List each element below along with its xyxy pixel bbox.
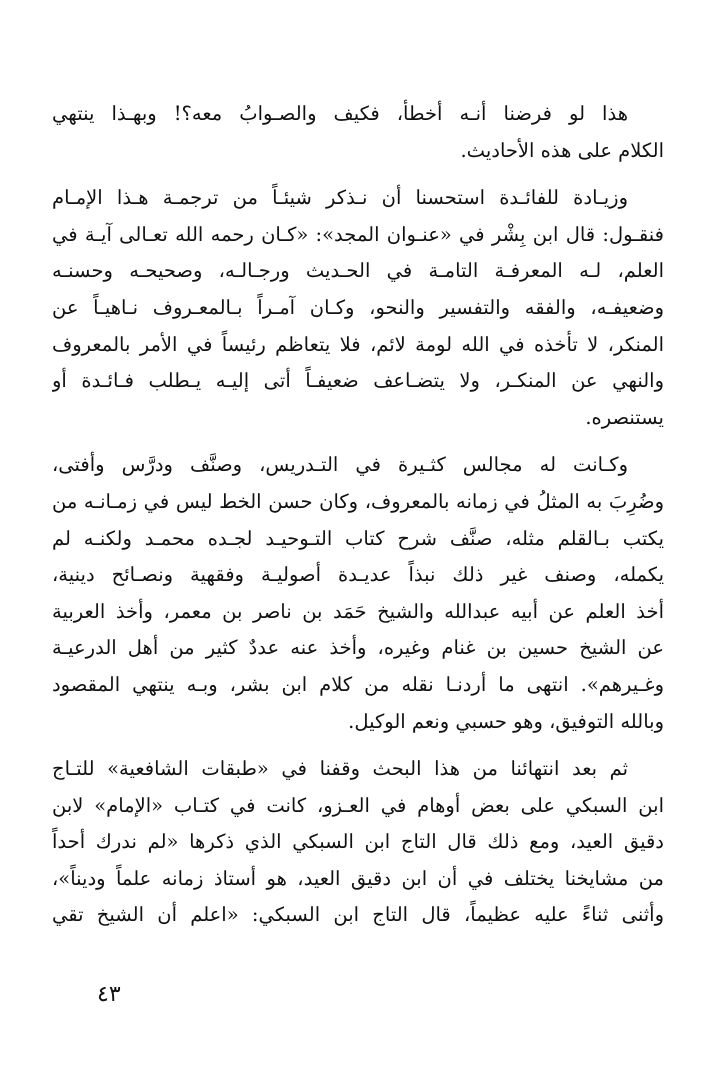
text-line: دقيق العيد، ومع ذلك قال التاج ابن السبكي الذي ذكرها «لم ندرك أحداً <box>52 830 664 854</box>
text-line: المنكر، لا تأخذه في الله لومة لائم، فلا يتعاظم رئيساً في الأمر بالمعروف <box>52 332 664 356</box>
text-line: العلم، لـه المعرفـة التامـة في الحـديث ورجـالـه، وصحيحـه وحسنـه <box>52 259 664 283</box>
text-line: الكلام على هذه الأحاديث. <box>460 138 664 162</box>
text-line: ثم بعد انتهائنا من هذا البحث وقفنا في «طبقات الشافعية» للتـاج <box>52 757 628 781</box>
text-line: والنهي عن المنكـر، ولا يتضـاعف ضعيفـاً أتى إليـه يـطلب فـائـدة أو <box>52 369 664 393</box>
text-line: أخذ العلم عن أبيه عبدالله والشيخ حَمَد بن ناصر بن معمر، وأخذ العربية <box>52 599 664 623</box>
paragraph-2 <box>52 180 664 436</box>
text-line: يكمله، وصنف غير ذلك نبذاً عديـدة أصوليـة وفقهية ونصـائح دينية، <box>52 563 664 587</box>
text-line: عن الشيخ حسين بن غنام وغيره، وأخذ عنه عددٌ كثير من أهل الدرعيـة <box>52 636 664 660</box>
text-line: وزيـادة للفائـدة استحسنا أن نـذكر شيئـاً من ترجمـة هـذا الإمـام <box>52 186 628 210</box>
text-line: وكـانت له مجالس كثـيرة في التـدريس، وصنَّف ودرَّس وأفتى، <box>52 453 628 477</box>
text-line: من مشايخنا يختلف في أن ابن دقيق العيد، هو أستاذ زمانه علماً وديناً»، <box>52 866 664 890</box>
text-line: هذا لو فرضنا أنـه أخطأ، فكيف والصـوابُ معه؟! وبهـذا ينتهي <box>52 102 628 125</box>
text-line: وغـيرهم». انتهى ما أردنـا نقله من كلام ابن بشر، وبـه ينتهي المقصود <box>52 672 664 696</box>
text-line: ابن السبكي على بعض أوهام في العـزو، كانت في كتـاب «الإمام» لابن <box>52 793 664 817</box>
paragraph-1 <box>52 96 664 169</box>
text-line: وبالله التوفيق، وهو حسبي ونعم الوكيل. <box>348 709 664 733</box>
text-line: يستنصره. <box>585 405 664 429</box>
paragraph-4 <box>52 751 664 934</box>
text-line: فنقـول: قال ابن بِشْر في «عنـوان المجد»: «كـان رحمه الله تعـالى آيـة في <box>52 222 664 246</box>
page-number: ٤٣ <box>97 982 121 1007</box>
text-line: يكتب بـالقلم مثله، صنَّف شرح كتاب التـوحيـد لجـده محمـد ولكنـه لم <box>52 526 664 550</box>
text-line: وضُرِبَ به المثلُ في زمانه بالمعروف، وكان حسن الخط ليس في زمـانـه من <box>52 489 664 513</box>
paragraph-3 <box>52 447 664 740</box>
page-body <box>52 96 664 945</box>
text-line: وضعيفـه، والفقه والتفسير والنحو، وكـان آمـراً بـالمعـروف نـاهيـاً عن <box>52 295 664 319</box>
text-line: وأثنى ثناءً عليه عظيماً، قال التاج ابن السبكي: «اعلم أن الشيخ تقي <box>52 903 664 927</box>
